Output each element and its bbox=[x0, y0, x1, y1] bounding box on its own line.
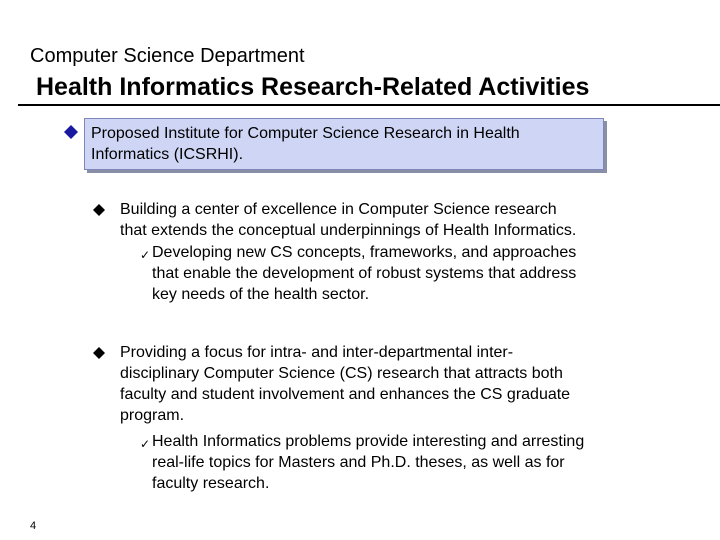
sub-bullet-line: Developing new CS concepts, frameworks, and approaches bbox=[152, 244, 577, 261]
bullet-line: Building a center of excellence in Computer Science research bbox=[120, 201, 557, 218]
diamond-bullet-icon bbox=[93, 204, 105, 216]
diamond-bullet-icon bbox=[93, 347, 105, 359]
check-mark-icon: ✓ bbox=[140, 437, 151, 451]
sub-bullet-line: that enable the development of robust systems that address bbox=[152, 265, 577, 282]
page-number: 4 bbox=[30, 520, 37, 532]
highlighted-bullet-line: Proposed Institute for Computer Science Research in Health bbox=[91, 125, 520, 142]
highlighted-bullet bbox=[84, 118, 604, 170]
bullet-item bbox=[120, 342, 570, 426]
bullet-line: Providing a focus for intra- and inter-departmental inter- bbox=[120, 344, 514, 361]
bullet-line: faculty and student involvement and enhances the CS graduate bbox=[120, 386, 571, 403]
title-divider bbox=[18, 104, 720, 106]
diamond-bullet-icon bbox=[64, 125, 78, 139]
slide-title: Health Informatics Research-Related Activities bbox=[36, 73, 590, 101]
sub-bullet-line: Health Informatics problems provide interesting and arresting bbox=[152, 433, 585, 450]
sub-bullet-item bbox=[152, 431, 584, 494]
highlighted-bullet-line: Informatics (ICSRHI). bbox=[91, 146, 244, 163]
sub-bullet-line: key needs of the health sector. bbox=[152, 286, 370, 303]
bullet-line: program. bbox=[120, 407, 185, 424]
bullet-line: disciplinary Computer Science (CS) research that attracts both bbox=[120, 365, 563, 382]
check-mark-icon: ✓ bbox=[140, 248, 151, 262]
department-title: Computer Science Department bbox=[30, 45, 305, 67]
bullet-item bbox=[120, 199, 576, 241]
sub-bullet-line: real-life topics for Masters and Ph.D. theses, as well as for bbox=[152, 454, 565, 471]
bullet-line: that extends the conceptual underpinnings of Health Informatics. bbox=[120, 222, 577, 239]
sub-bullet-item bbox=[152, 242, 576, 305]
sub-bullet-line: faculty research. bbox=[152, 475, 270, 492]
